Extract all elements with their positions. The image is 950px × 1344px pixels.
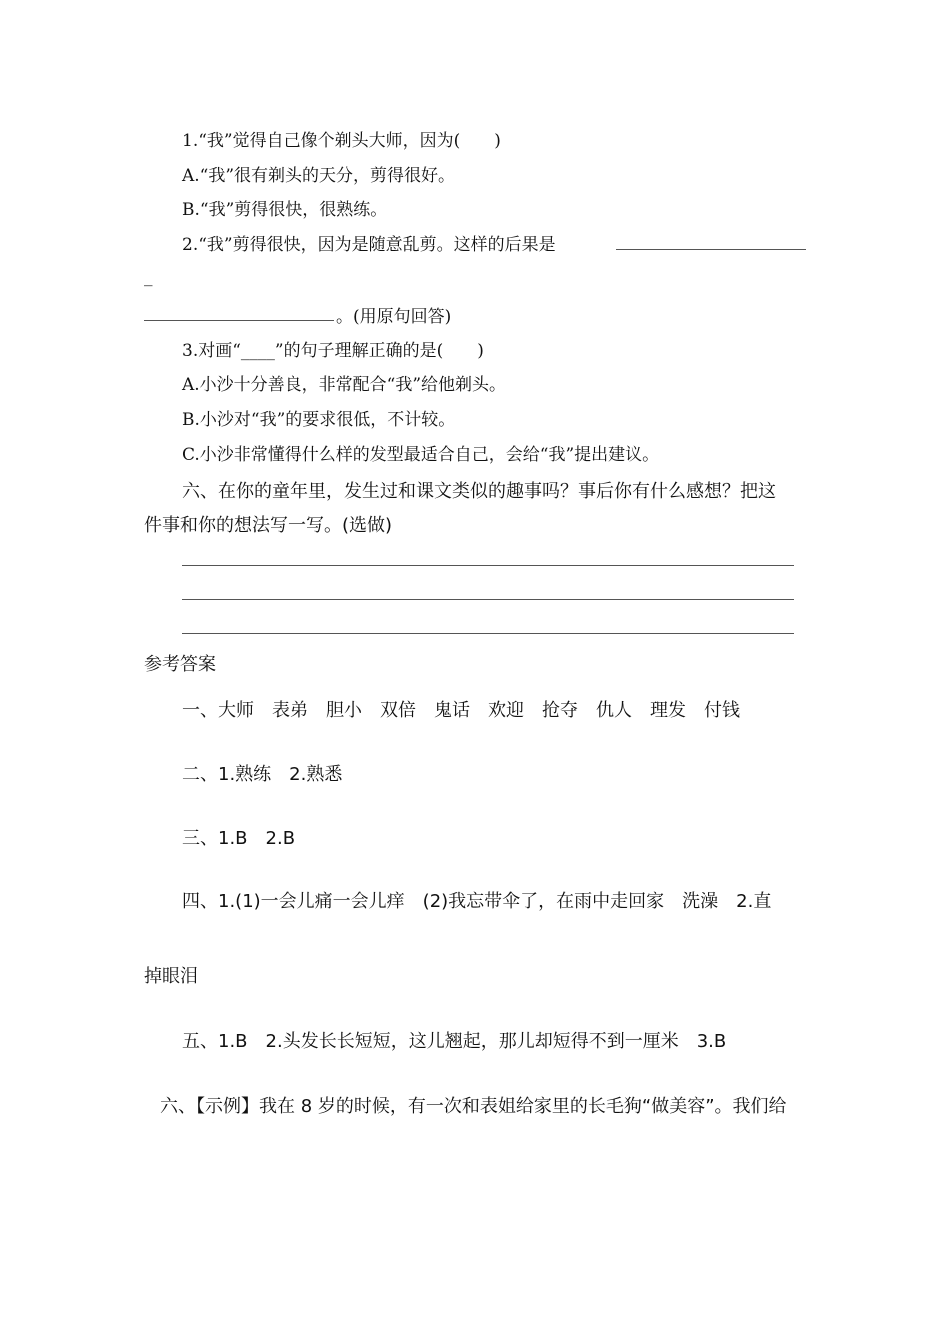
answer-1-prefix: 一、 (182, 700, 218, 721)
answer-1-word: 理发 (650, 700, 686, 721)
section6-line2: 件事和你的想法写一写。(选做) (144, 515, 393, 536)
answer-4-line1: 四、1.(1)一会儿痛一会儿痒 (2)我忘带伞了，在雨中走回家 洗澡 2.直 (182, 891, 772, 912)
q3-stem: 3.对画“____”的句子理解正确的是( ) (182, 341, 484, 361)
q2-answer-blank-2 (144, 320, 334, 321)
answers-title: 参考答案 (144, 654, 216, 675)
answer-1-word: 欢迎 (488, 700, 524, 721)
answer-1-word: 双倍 (380, 700, 416, 721)
q1-option-b: B.“我”剪得很快，很熟练。 (182, 200, 388, 220)
writing-line-2 (182, 599, 794, 600)
q3-option-b: B.小沙对“我”的要求很低，不计较。 (182, 410, 456, 430)
q3-option-c: C.小沙非常懂得什么样的发型最适合自己，会给“我”提出建议。 (182, 445, 660, 465)
q2-dash: _ (144, 267, 153, 287)
answer-2: 二、1.熟练 2.熟悉 (182, 764, 343, 785)
q2-suffix: 。(用原句回答) (336, 307, 452, 327)
answer-1 (182, 696, 758, 722)
answer-1-word: 付钱 (704, 700, 740, 721)
answer-3: 三、1.B 2.B (182, 828, 296, 849)
writing-line-3 (182, 633, 794, 634)
q3-option-a: A.小沙十分善良，非常配合“我”给他剃头。 (182, 375, 507, 395)
q2-stem: 2.“我”剪得很快，因为是随意乱剪。这样的后果是 (182, 235, 556, 255)
answer-1-word: 胆小 (326, 700, 362, 721)
answer-1-word: 大师 (218, 700, 254, 721)
answer-5: 五、1.B 2.头发长长短短，这儿翘起，那儿却短得不到一厘米 3.B (182, 1031, 727, 1052)
q2-answer-blank-1 (616, 249, 806, 250)
answer-4-line2: 掉眼泪 (144, 966, 198, 987)
answer-1-word: 鬼话 (434, 700, 470, 721)
q1-stem: 1.“我”觉得自己像个剃头大师，因为( ) (182, 131, 501, 151)
answer-1-word: 表弟 (272, 700, 308, 721)
q1-option-a: A.“我”很有剃头的天分，剪得很好。 (182, 166, 456, 186)
writing-line-1 (182, 565, 794, 566)
section6-line1: 六、在你的童年里，发生过和课文类似的趣事吗？事后你有什么感想？把这 (182, 481, 776, 502)
answer-1-word: 抢夺 (542, 700, 578, 721)
answer-1-word: 仇人 (596, 700, 632, 721)
answer-6: 六、【示例】我在 8 岁的时候，有一次和表姐给家里的长毛狗“做美容”。我们给 (160, 1096, 787, 1117)
